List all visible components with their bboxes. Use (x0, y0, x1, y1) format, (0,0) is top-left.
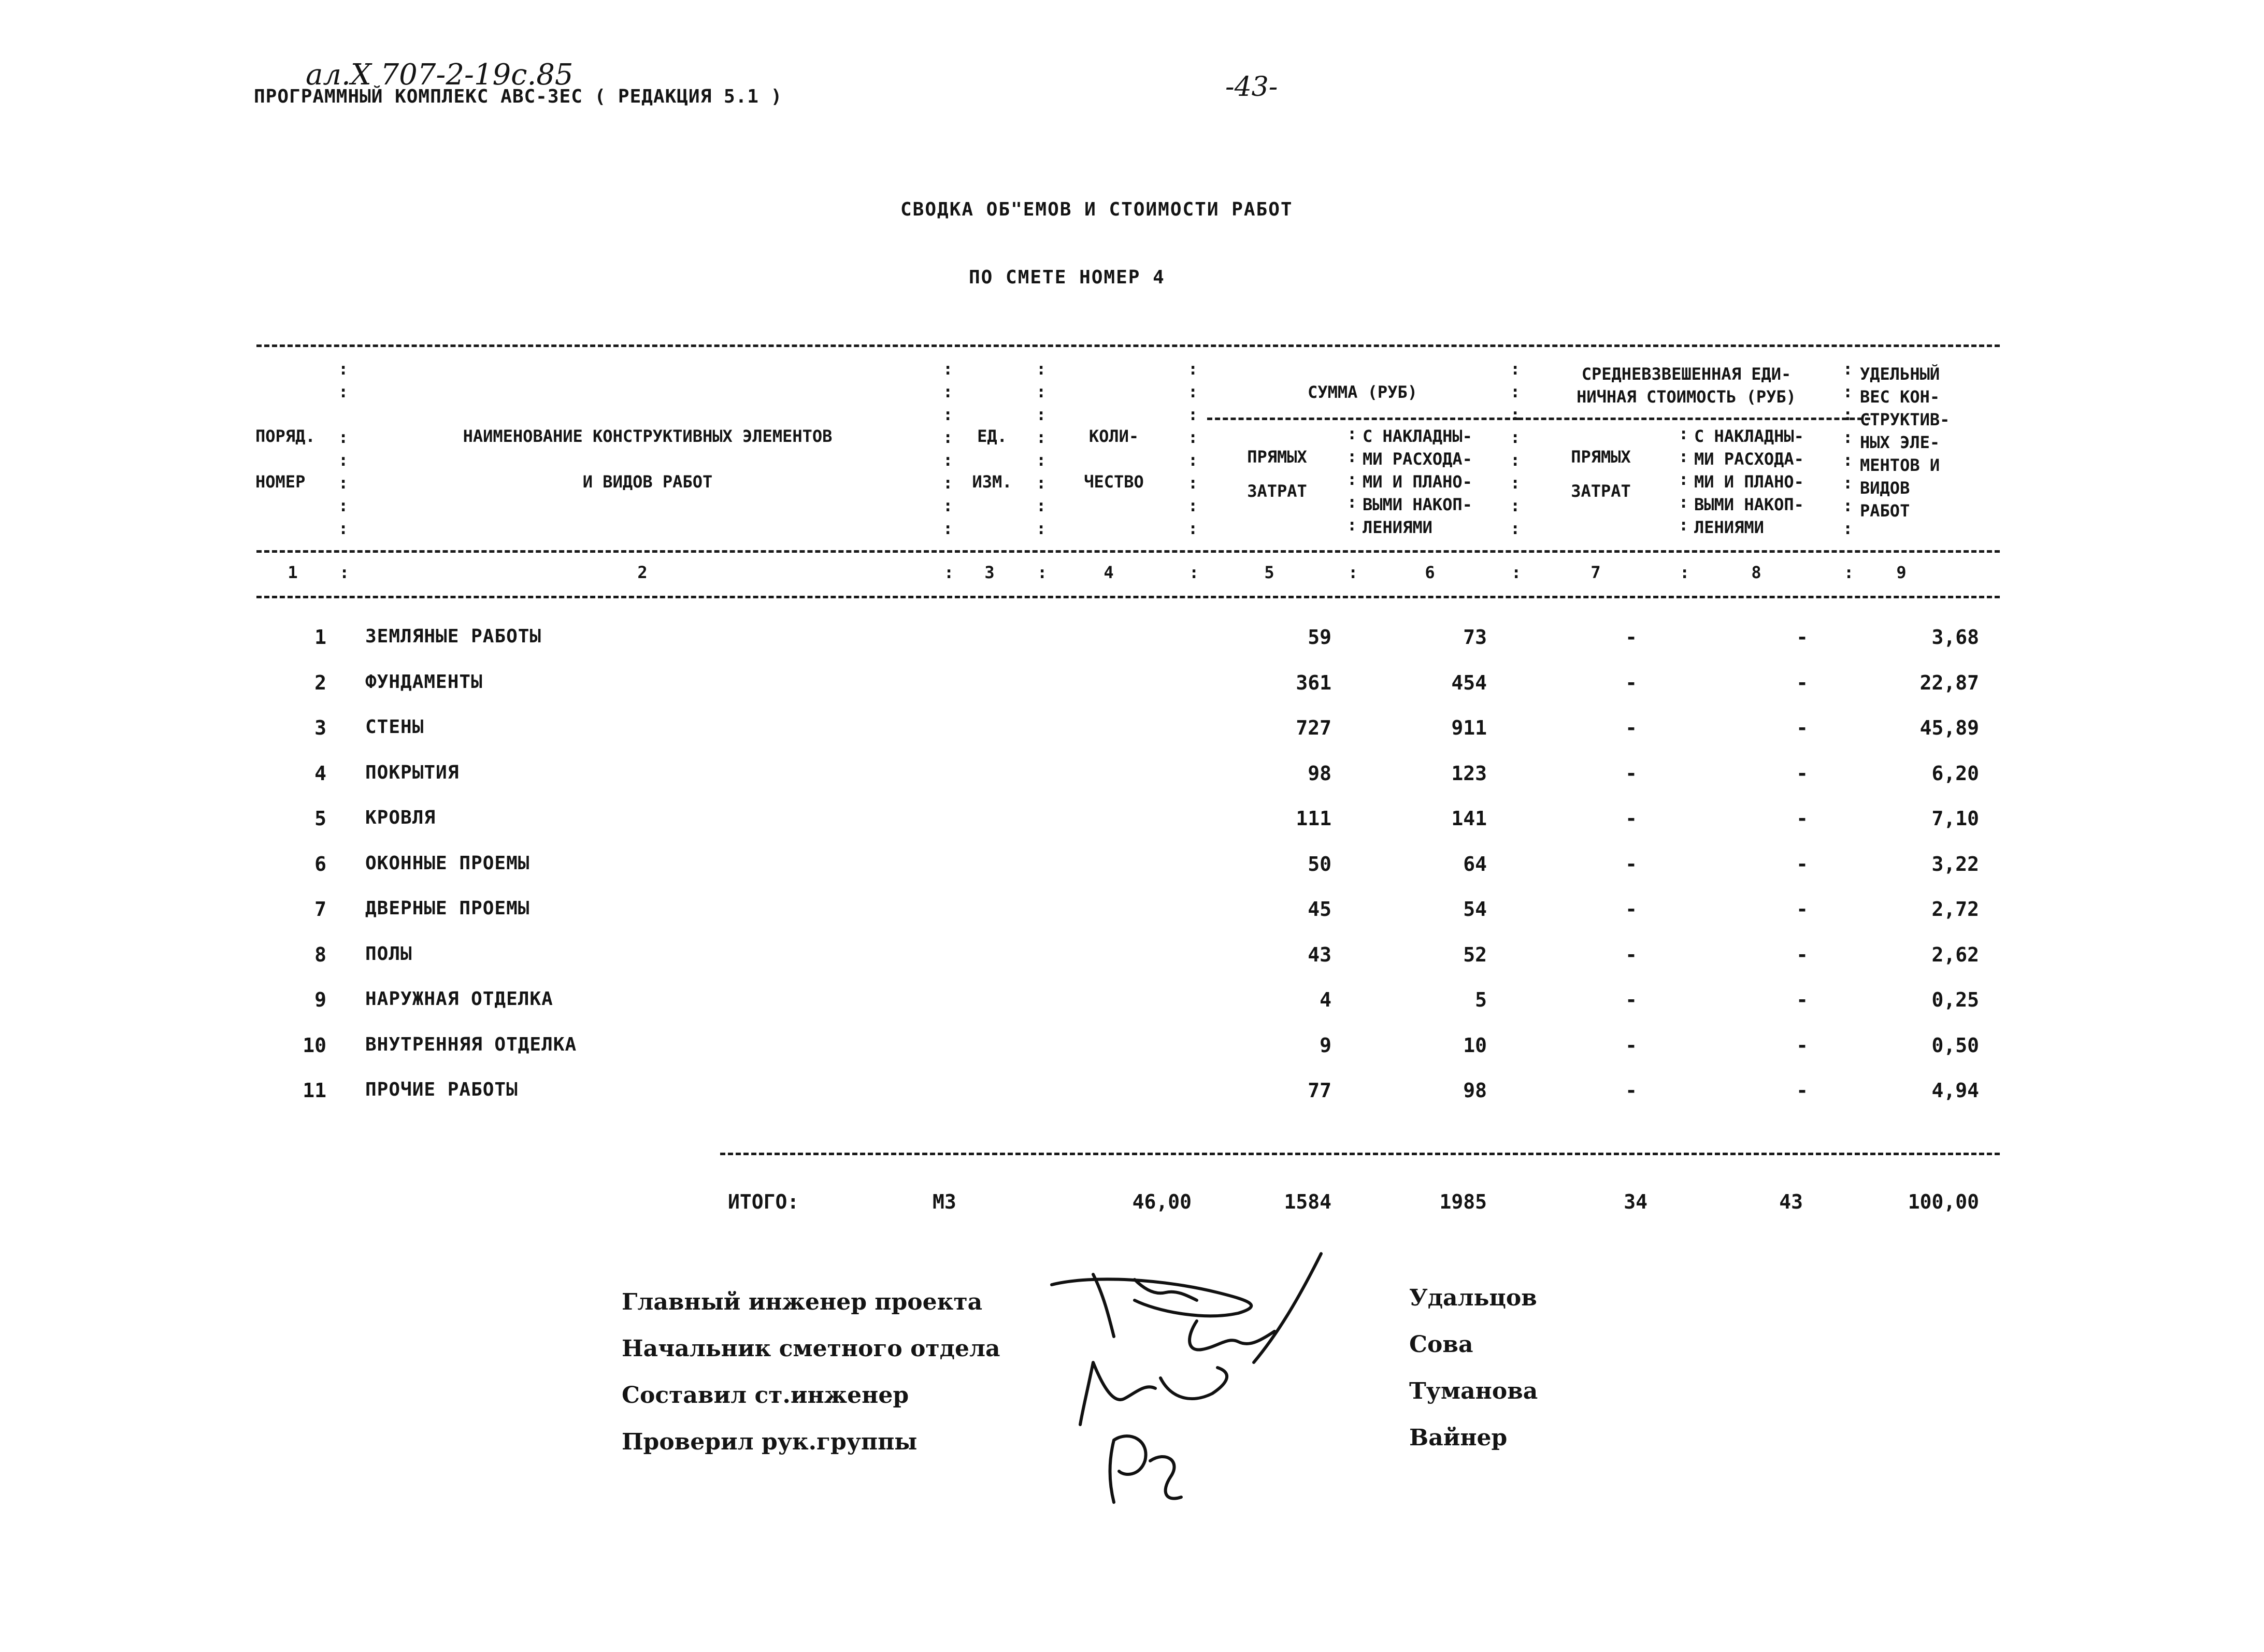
row-number: 7 (314, 898, 326, 921)
share-percent: 0,50 (1931, 1033, 1979, 1057)
share-percent: 4,94 (1931, 1079, 1979, 1102)
col2-header: НАИМЕНОВАНИЕ КОНСТРУКТИВНЫХ ЭЛЕМЕНТОВ И ВИДОВ РАБОТ (463, 426, 833, 492)
unit-direct-cost: - (1625, 762, 1637, 785)
row-name: СТЕНЫ (365, 716, 424, 738)
row-name: ФУНДАМЕНТЫ (365, 671, 483, 693)
row-name: ЗЕМЛЯНЫЕ РАБОТЫ (365, 626, 542, 647)
share-percent: 0,25 (1931, 988, 1979, 1011)
avg-group-header: СРЕДНЕВЗВЕШЕННАЯ ЕДИ- НИЧНАЯ СТОИМОСТЬ (РУБ) (1577, 364, 1796, 407)
total-overhead: 1985 (1439, 1190, 1487, 1213)
unit-overhead-cost: - (1796, 988, 1808, 1011)
col-separator: : : : : : : : : (1510, 359, 1521, 538)
share-percent: 22,87 (1919, 671, 1979, 694)
col-separator: : (1348, 563, 1358, 582)
total-direct: 1584 (1284, 1190, 1331, 1213)
estimate-number: ПО СМЕТЕ НОМЕР 4 (969, 267, 1165, 288)
handwritten-signatures (1031, 1243, 1363, 1513)
col-separator: : (1037, 563, 1048, 582)
col5-header: ПРЯМЫХ ЗАТРАТ (1247, 447, 1307, 501)
signature-role: Начальник сметного отдела (622, 1335, 1000, 1362)
total-qty: 46,00 (1132, 1190, 1192, 1213)
row-name: ПОЛЫ (365, 943, 412, 965)
avg-group-rule (1518, 418, 1870, 420)
overhead-cost: 123 (1451, 762, 1487, 785)
unit-overhead-cost: - (1796, 762, 1808, 785)
unit-overhead-cost: - (1796, 671, 1808, 694)
direct-cost: 45 (1308, 898, 1331, 921)
unit-overhead-cost: - (1796, 1033, 1808, 1057)
row-number: 10 (303, 1033, 326, 1057)
share-percent: 3,22 (1931, 852, 1979, 875)
unit-overhead-cost: - (1796, 626, 1808, 649)
overhead-cost: 54 (1463, 898, 1487, 921)
col-separator: : : : : : : : : (1036, 359, 1047, 538)
col-separator: : : : : : : : : (1843, 359, 1853, 538)
unit-direct-cost: - (1625, 807, 1637, 830)
row-name: ДВЕРНЫЕ ПРОЕМЫ (365, 898, 530, 919)
col-separator: : (339, 563, 350, 582)
total-unit-overhead: 43 (1779, 1190, 1803, 1213)
col-number: 5 (1264, 563, 1274, 582)
col-separator: : (1680, 563, 1690, 582)
signatory-name: Удальцов (1409, 1285, 1537, 1311)
share-percent: 2,72 (1931, 898, 1979, 921)
signatory-name: Сова (1409, 1331, 1473, 1358)
col-number: 6 (1425, 563, 1435, 582)
direct-cost: 727 (1296, 716, 1331, 739)
col-number: 1 (288, 563, 298, 582)
signature-role: Составил ст.инженер (622, 1382, 909, 1409)
unit-direct-cost: - (1625, 898, 1637, 921)
sum-group-rule (1207, 418, 1518, 420)
overhead-cost: 5 (1475, 988, 1487, 1011)
share-percent: 7,10 (1931, 807, 1979, 830)
row-name: КРОВЛЯ (365, 807, 436, 828)
signatory-name: Вайнер (1409, 1425, 1508, 1451)
total-share: 100,00 (1908, 1190, 1979, 1213)
document-title: СВОДКА ОБ"ЕМОВ И СТОИМОСТИ РАБОТ (900, 199, 1293, 220)
col-separator: : (1511, 563, 1522, 582)
overhead-cost: 52 (1463, 943, 1487, 966)
direct-cost: 111 (1296, 807, 1331, 830)
unit-direct-cost: - (1625, 988, 1637, 1011)
col-number: 2 (637, 563, 648, 582)
col6-header: С НАКЛАДНЫ- МИ РАСХОДА- МИ И ПЛАНО- ВЫМИ НАКОП- ЛЕНИЯМИ (1363, 426, 1472, 537)
row-name: ОКОННЫЕ ПРОЕМЫ (365, 852, 530, 874)
overhead-cost: 73 (1463, 626, 1487, 649)
total-label: ИТОГО: (728, 1190, 799, 1213)
unit-overhead-cost: - (1796, 898, 1808, 921)
overhead-cost: 454 (1451, 671, 1487, 694)
col-separator: : (1189, 563, 1199, 582)
direct-cost: 43 (1308, 943, 1331, 966)
row-number: 4 (314, 762, 326, 785)
unit-direct-cost: - (1625, 1033, 1637, 1057)
col-separator: : : : : : (1679, 424, 1689, 535)
handwritten-note: ал.X 707-2-19с.85 (306, 58, 574, 92)
row-number: 1 (314, 626, 326, 649)
unit-direct-cost: - (1625, 716, 1637, 739)
row-name: ВНУТРЕННЯЯ ОТДЕЛКА (365, 1033, 577, 1055)
signature-role: Главный инженер проекта (622, 1289, 983, 1315)
signature-role: Проверил рук.группы (622, 1429, 918, 1455)
col-number: 4 (1104, 563, 1114, 582)
unit-direct-cost: - (1625, 1079, 1637, 1102)
row-number: 5 (314, 807, 326, 830)
unit-direct-cost: - (1625, 626, 1637, 649)
col9-header: УДЕЛЬНЫЙ ВЕС КОН- СТРУКТИВ- НЫХ ЭЛЕ- МЕНТОВ И ВИДОВ РАБОТ (1860, 364, 1950, 521)
header-bottom-rule (256, 550, 2000, 553)
col3-header: ЕД. ИЗМ. (972, 426, 1012, 492)
share-percent: 6,20 (1931, 762, 1979, 785)
row-name: НАРУЖНАЯ ОТДЕЛКА (365, 988, 553, 1010)
row-number: 9 (314, 988, 326, 1011)
row-name: ПРОЧИЕ РАБОТЫ (365, 1079, 518, 1100)
overhead-cost: 911 (1451, 716, 1487, 739)
share-percent: 3,68 (1931, 626, 1979, 649)
signatory-name: Туманова (1409, 1378, 1538, 1404)
overhead-cost: 64 (1463, 852, 1487, 875)
col-number: 3 (984, 563, 995, 582)
share-percent: 45,89 (1919, 716, 1979, 739)
col-separator: : (1844, 563, 1854, 582)
column-numbers-rule (256, 596, 2000, 598)
program-line: ПРОГРАММНЫЙ КОМПЛЕКС АВС-3ЕС ( РЕДАКЦИЯ 5.1 ) (254, 86, 783, 107)
unit-overhead-cost: - (1796, 807, 1808, 830)
col7-header: ПРЯМЫХ ЗАТРАТ (1571, 447, 1631, 501)
table-top-rule (256, 344, 2000, 347)
direct-cost: 361 (1296, 671, 1331, 694)
col-separator: : : : : : : : : (1188, 359, 1198, 538)
col8-header: С НАКЛАДНЫ- МИ РАСХОДА- МИ И ПЛАНО- ВЫМИ НАКОП- ЛЕНИЯМИ (1694, 426, 1804, 537)
col-number: 8 (1751, 563, 1761, 582)
col-number: 7 (1590, 563, 1601, 582)
col-separator: : (944, 563, 954, 582)
col-number: 9 (1896, 563, 1907, 582)
direct-cost: 4 (1320, 988, 1331, 1011)
row-number: 11 (303, 1079, 326, 1102)
sum-group-header: СУММА (РУБ) (1308, 382, 1417, 402)
direct-cost: 9 (1320, 1033, 1331, 1057)
page-number: -43- (1225, 71, 1278, 103)
unit-direct-cost: - (1625, 852, 1637, 875)
row-number: 3 (314, 716, 326, 739)
share-percent: 2,62 (1931, 943, 1979, 966)
col-separator: : : : : : : : (338, 359, 349, 538)
total-unit: М3 (933, 1190, 956, 1213)
unit-overhead-cost: - (1796, 716, 1808, 739)
unit-direct-cost: - (1625, 943, 1637, 966)
overhead-cost: 10 (1463, 1033, 1487, 1057)
unit-overhead-cost: - (1796, 943, 1808, 966)
overhead-cost: 141 (1451, 807, 1487, 830)
overhead-cost: 98 (1463, 1079, 1487, 1102)
total-rule (720, 1153, 2000, 1155)
row-name: ПОКРЫТИЯ (365, 762, 460, 783)
direct-cost: 98 (1308, 762, 1331, 785)
unit-direct-cost: - (1625, 671, 1637, 694)
col4-header: КОЛИ- ЧЕСТВО (1084, 426, 1144, 492)
total-unit-direct: 34 (1624, 1190, 1647, 1213)
unit-overhead-cost: - (1796, 1079, 1808, 1102)
col1-header: ПОРЯД. НОМЕР (255, 426, 316, 492)
row-number: 2 (314, 671, 326, 694)
row-number: 8 (314, 943, 326, 966)
unit-overhead-cost: - (1796, 852, 1808, 875)
direct-cost: 59 (1308, 626, 1331, 649)
col-separator: : : : : : : : : (943, 359, 953, 538)
direct-cost: 77 (1308, 1079, 1331, 1102)
row-number: 6 (314, 852, 326, 875)
direct-cost: 50 (1308, 852, 1331, 875)
col-separator: : : : : : (1347, 424, 1357, 535)
